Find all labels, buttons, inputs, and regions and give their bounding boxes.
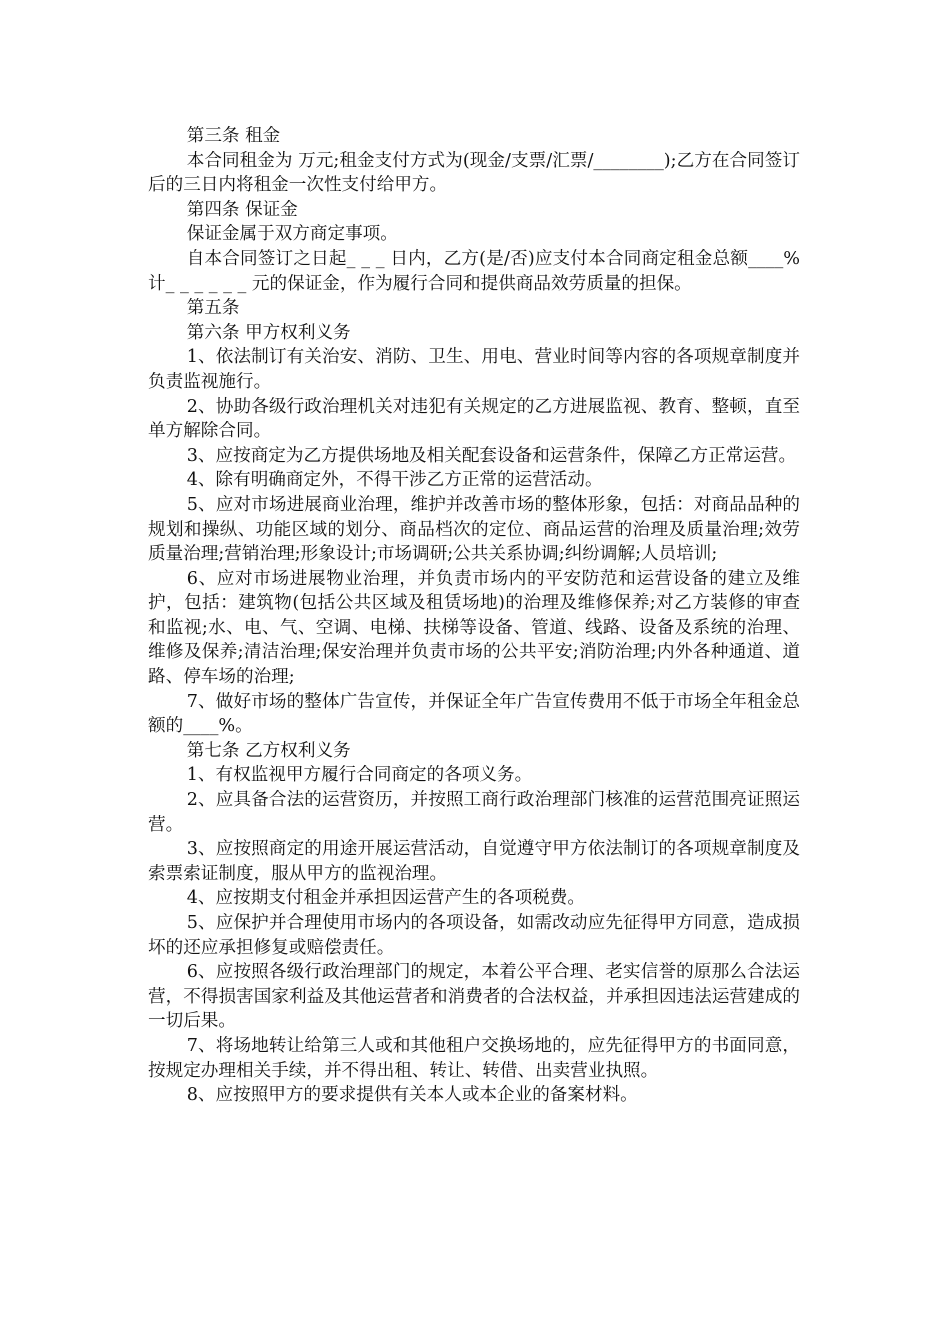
article-7-heading: 第七条 乙方权利义务: [186, 740, 351, 761]
rent-clause: 本合同租金为 万元;租金支付方式为(现金/支票/汇票/________);乙方在合同签订后的三日内将租金一次性支付给甲方。: [148, 150, 800, 196]
party-b-item-2: 2、应具备合法的运营资历，并按照工商行政治理部门核准的运营范围亮证照运营。: [148, 790, 800, 835]
party-a-item-6: 6、应对市场进展物业治理，并负责市场内的平安防范和运营设备的建立及维护，包括：建筑物(包括公共区域及租赁场地)的治理及维修保养;对乙方装修的审查和监视;水、电、气、空调、电梯、扶梯等设备、管道、线路、设备及系统的治理、维修及保养;清洁治理;保安治理并负责市场的公共平安;消防治理;内外各种通道、道路、停车场的治理;: [148, 568, 800, 688]
deposit-clause-2: 自本合同签订之日起_ _ _ 日内，乙方(是/否)应支付本合同商定租金总额____%计_ _ _ _ _ _ 元的保证金，作为履行合同和提供商品效劳质量的担保。: [148, 248, 800, 294]
party-a-item-4: 4、除有明确商定外，不得干涉乙方正常的运营活动。: [186, 470, 603, 491]
party-a-item-1: 1、依法制订有关治安、消防、卫生、用电、营业时间等内容的各项规章制度并负责监视施行。: [148, 347, 800, 392]
party-b-item-5: 5、应保护并合理使用市场内的各项设备，如需改动应先征得甲方同意，造成损坏的还应承担修复或赔偿责任。: [148, 913, 800, 958]
party-b-item-3: 3、应按照商定的用途开展运营活动，自觉遵守甲方依法制订的各项规章制度及索票索证制度，服从甲方的监视治理。: [148, 839, 800, 884]
party-b-item-4: 4、应按期支付租金并承担因运营产生的各项税费。: [186, 888, 585, 909]
party-b-item-8: 8、应按照甲方的要求提供有关本人或本企业的备案材料。: [186, 1085, 638, 1106]
party-a-item-7: 7、做好市场的整体广告宣传，并保证全年广告宣传费用不低于市场全年租金总额的____%。: [148, 691, 800, 737]
document-body: [148, 124, 800, 1108]
party-b-item-1: 1、有权监视甲方履行合同商定的各项义务。: [186, 765, 533, 786]
article-3-heading: 第三条 租金: [186, 126, 281, 146]
party-a-item-5: 5、应对市场进展商业治理，维护并改善市场的整体形象，包括：对商品品种的规划和操纵、功能区域的划分、商品档次的定位、商品运营的治理及质量治理;效劳质量治理;营销治理;形象设计;市场调研;公共关系协调;纠纷调解;人员培训;: [148, 494, 800, 565]
article-5-heading: 第五条: [186, 298, 240, 319]
article-4-heading: 第四条 保证金: [186, 199, 298, 220]
party-a-item-3: 3、应按商定为乙方提供场地及相关配套设备和运营条件，保障乙方正常运营。: [186, 445, 797, 466]
party-b-item-6: 6、应按照各级行政治理部门的规定，本着公平合理、老实信誉的原那么合法运营，不得损害国家利益及其他运营者和消费者的合法权益，并承担因违法运营建成的一切后果。: [148, 962, 800, 1032]
party-a-item-2: 2、协助各级行政治理机关对违犯有关规定的乙方进展监视、教育、整顿，直至单方解除合同。: [148, 396, 800, 442]
party-b-item-7: 7、将场地转让给第三人或和其他租户交换场地的，应先征得甲方的书面同意，按规定办理相关手续，并不得出租、转让、转借、出卖营业执照。: [148, 1035, 800, 1081]
deposit-clause-1: 保证金属于双方商定事项。: [186, 224, 398, 245]
article-6-heading: 第六条 甲方权利义务: [186, 322, 351, 343]
